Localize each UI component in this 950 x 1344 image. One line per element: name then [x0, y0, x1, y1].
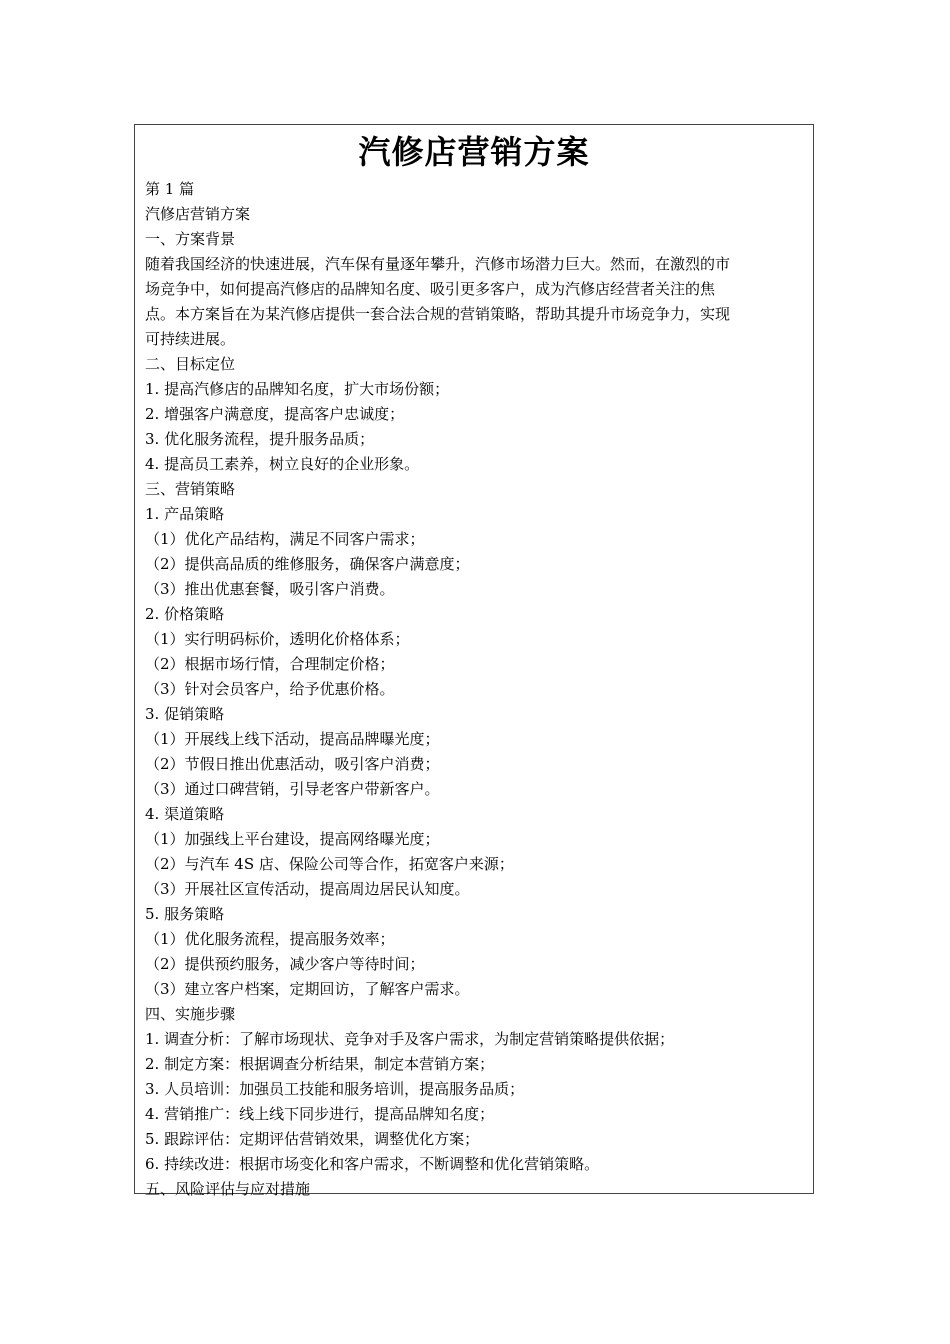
text-line: 一、方案背景 [145, 230, 236, 248]
text-line: （3）针对会员客户，给予优惠价格。 [145, 680, 395, 698]
text-line: 2. 制定方案：根据调查分析结果，制定本营销方案； [145, 1055, 495, 1073]
text-line: 3. 优化服务流程，提升服务品质； [145, 430, 375, 448]
text-line: （2）与汽车 4S 店、保险公司等合作，拓宽客户来源； [145, 855, 514, 873]
text-line: 5. 服务策略 [145, 905, 225, 923]
text-line: （3）建立客户档案，定期回访，了解客户需求。 [145, 980, 470, 998]
text-line: （1）加强线上平台建设，提高网络曝光度； [145, 830, 440, 848]
text-line: 2. 增强客户满意度，提高客户忠诚度； [145, 405, 405, 423]
document-body [135, 177, 813, 1202]
text-line: 1. 提高汽修店的品牌知名度，扩大市场份额； [145, 380, 450, 398]
text-line: （2）提供高品质的维修服务，确保客户满意度； [145, 555, 470, 573]
text-line: 可持续进展。 [145, 330, 236, 348]
text-line: （2）节假日推出优惠活动，吸引客户消费； [145, 755, 440, 773]
text-line: （1）开展线上线下活动，提高品牌曝光度； [145, 730, 440, 748]
text-line: （3）通过口碑营销，引导老客户带新客户。 [145, 780, 440, 798]
text-line: 4. 提高员工素养，树立良好的企业形象。 [145, 455, 420, 473]
text-line: 汽修店营销方案 [145, 205, 251, 223]
text-line: （2）根据市场行情，合理制定价格； [145, 655, 395, 673]
text-line: 三、营销策略 [145, 480, 236, 498]
text-line: 4. 营销推广：线上线下同步进行，提高品牌知名度； [145, 1105, 495, 1123]
text-line: 3. 人员培训：加强员工技能和服务培训，提高服务品质； [145, 1080, 525, 1098]
text-line: （3）推出优惠套餐，吸引客户消费。 [145, 580, 395, 598]
text-line: 二、目标定位 [145, 355, 236, 373]
text-line: 随着我国经济的快速进展，汽车保有量逐年攀升，汽修市场潜力巨大。然而，在激烈的市 [145, 255, 731, 273]
text-line: 第 1 篇 [145, 180, 195, 198]
text-line: 4. 渠道策略 [145, 805, 225, 823]
text-line: 5. 跟踪评估：定期评估营销效果，调整优化方案； [145, 1130, 480, 1148]
text-line: 点。本方案旨在为某汽修店提供一套合法合规的营销策略，帮助其提升市场竞争力，实现 [145, 305, 731, 323]
text-line: 2. 价格策略 [145, 605, 225, 623]
text-line: 6. 持续改进：根据市场变化和客户需求，不断调整和优化营销策略。 [145, 1155, 600, 1173]
text-line: （1）优化产品结构，满足不同客户需求； [145, 530, 425, 548]
text-line: 场竞争中，如何提高汽修店的品牌知名度、吸引更多客户，成为汽修店经营者关注的焦 [145, 280, 716, 298]
document-title: 汽修店营销方案 [358, 133, 590, 171]
text-line: 五、风险评估与应对措施 [145, 1180, 311, 1198]
text-line: （1）优化服务流程，提高服务效率； [145, 930, 395, 948]
text-line: （3）开展社区宣传活动，提高周边居民认知度。 [145, 880, 470, 898]
text-line: 3. 促销策略 [145, 705, 225, 723]
document-frame [134, 124, 814, 1198]
text-line: 四、实施步骤 [145, 1005, 236, 1023]
text-line: （2）提供预约服务，减少客户等待时间； [145, 955, 425, 973]
text-line: （1）实行明码标价，透明化价格体系； [145, 630, 410, 648]
text-line: 1. 产品策略 [145, 505, 225, 523]
text-line: 1. 调查分析：了解市场现状、竞争对手及客户需求，为制定营销策略提供依据； [145, 1030, 675, 1048]
